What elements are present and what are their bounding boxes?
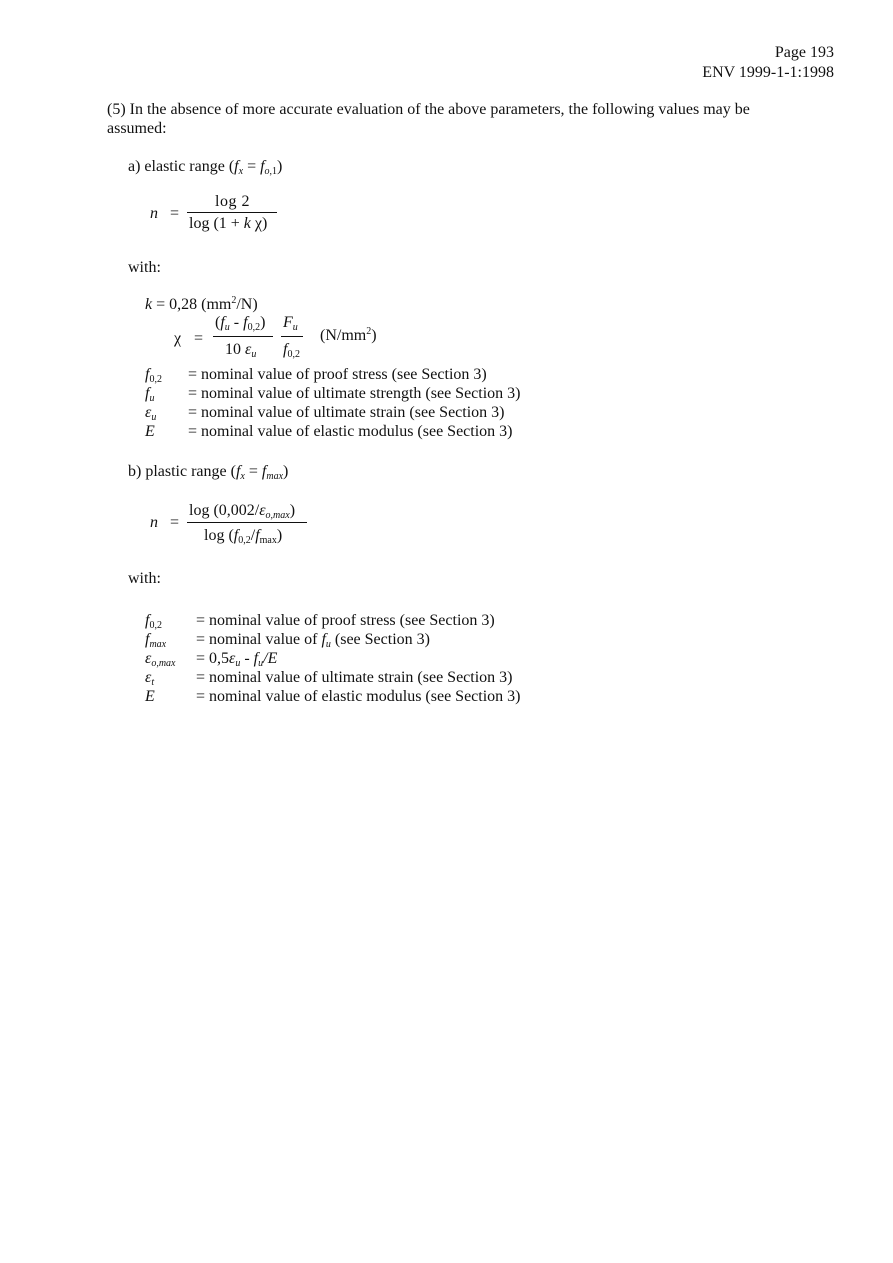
- formula-n-plastic-denominator: $\log (f_{0,2}/f_{max})$: [204, 527, 283, 546]
- chi-unit: $(N/mm^2)$: [320, 326, 377, 344]
- chi-numerator-2: $F_u$: [283, 314, 298, 333]
- definition-b-eps-t-text: = nominal value of ultimate strain (see Section 3): [196, 669, 513, 686]
- formula-n-lhs: n: [150, 205, 158, 222]
- definition-b-f02-text: = nominal value of proof stress (see Section 3): [196, 612, 495, 629]
- definition-b-f02: $f_{0,2}$: [145, 612, 162, 631]
- definition-a-f02: $f_{0,2}$: [145, 366, 162, 385]
- definition-b-fmax: $f_{max}$: [145, 631, 167, 650]
- page-number: Page 193: [774, 44, 834, 61]
- definition-a-fu: $f_u$: [145, 385, 155, 404]
- definition-b-fmax-text: = nominal value of $f_u$ (see Section 3): [196, 631, 430, 650]
- section-a-heading: a) elastic range $(f_x = f_{o,1})$: [128, 158, 283, 177]
- chi-numerator-1: $(f_u - f_{0,2})$: [215, 314, 266, 333]
- definition-b-E: E: [145, 688, 155, 705]
- chi-lhs: χ: [174, 330, 182, 347]
- chi-denominator-1: 10 $\varepsilon_u$: [225, 341, 257, 360]
- definition-a-E-text: = nominal value of elastic modulus (see Section 3): [188, 423, 513, 440]
- with-label-b: with:: [128, 570, 161, 587]
- definition-b-eps-t: $\varepsilon_t$: [145, 669, 155, 688]
- formula-n-plastic-equals: =: [170, 514, 180, 531]
- formula-n-plastic-lhs: n: [150, 514, 158, 531]
- chi-fraction-bar-2: [281, 336, 303, 337]
- definition-b-eps-omax-text: = $0,5\varepsilon_u - f_u/E$: [196, 650, 278, 669]
- definition-a-epsu-text: = nominal value of ultimate strain (see Section 3): [188, 404, 505, 421]
- definition-a-fu-text: = nominal value of ultimate strength (see Section 3): [188, 385, 521, 402]
- formula-n-equals: =: [170, 205, 180, 222]
- chi-fraction-bar-1: [213, 336, 273, 337]
- intro-paragraph: (5) In the absence of more accurate evaluation of the above parameters, the following values may be assumed:: [107, 101, 750, 137]
- definition-a-epsu: $\varepsilon_u$: [145, 404, 157, 423]
- chi-equals: =: [194, 330, 204, 347]
- definition-b-E-text: = nominal value of elastic modulus (see Section 3): [196, 688, 521, 705]
- k-definition: k = 0,28 $(mm^2/N)$: [145, 295, 258, 313]
- formula-n-plastic-fraction-bar: [187, 522, 307, 523]
- section-b-heading: b) plastic range $(f_x = f_{max})$: [128, 463, 289, 482]
- definition-a-E: E: [145, 423, 155, 440]
- formula-n-numerator: log 2: [215, 193, 250, 210]
- formula-n-denominator: log (1 + k χ): [189, 215, 268, 232]
- with-label-a: with:: [128, 259, 161, 276]
- definition-b-eps-omax: $\varepsilon_{o,max}$: [145, 650, 176, 669]
- definition-list-b: [145, 612, 565, 712]
- chi-denominator-2: $f_{0,2}$: [283, 341, 300, 360]
- formula-n-plastic-numerator: $\log (0,002/\varepsilon_{o,max})$: [189, 502, 296, 521]
- formula-n-fraction-bar: [187, 212, 277, 213]
- document-reference: ENV 1999-1-1:1998: [702, 64, 834, 81]
- definition-list-a: [145, 366, 565, 446]
- definition-a-f02-text: = nominal value of proof stress (see Section 3): [188, 366, 487, 383]
